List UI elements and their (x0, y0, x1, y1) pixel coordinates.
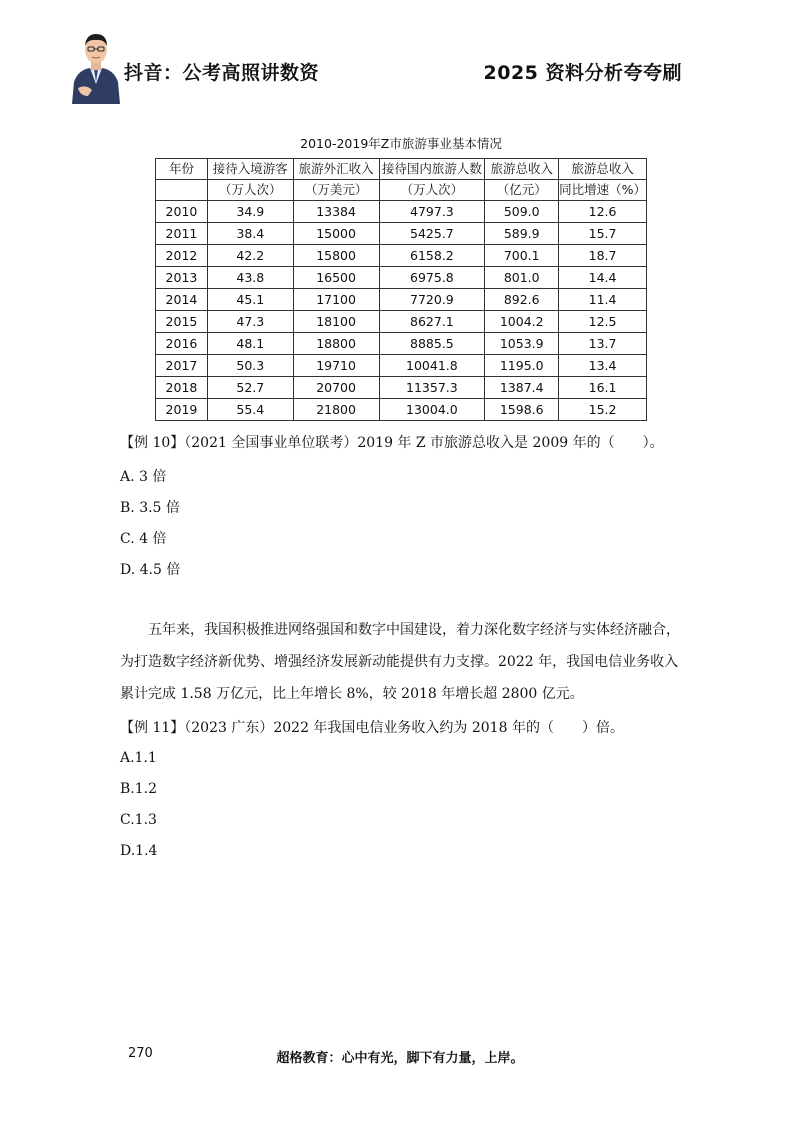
table-cell: 16500 (293, 267, 379, 289)
table-header-row-1 (156, 159, 647, 180)
table-cell: 13.4 (559, 355, 647, 377)
table-cell: 2015 (156, 311, 208, 333)
table-row (156, 333, 647, 355)
table-cell: 8885.5 (379, 333, 485, 355)
table-cell: 47.3 (207, 311, 293, 333)
table-cell: 2010 (156, 201, 208, 223)
table-cell: 43.8 (207, 267, 293, 289)
table-cell: 2012 (156, 245, 208, 267)
table-cell: 45.1 (207, 289, 293, 311)
q10-stem: 【例 10】（2021 全国事业单位联考）2019 年 Z 市旅游总收入是 2009 年的（ ）。 (120, 435, 664, 451)
table-cell: 11357.3 (379, 377, 485, 399)
table-cell: 892.6 (485, 289, 559, 311)
header-cell: 旅游总收入 (485, 159, 559, 180)
table-cell: 50.3 (207, 355, 293, 377)
table-cell: 7720.9 (379, 289, 485, 311)
table-cell: 1195.0 (485, 355, 559, 377)
header-cell: （万人次） (379, 180, 485, 201)
table-cell: 18.7 (559, 245, 647, 267)
q11-option-c: C.1.3 (120, 812, 157, 828)
table-cell: 589.9 (485, 223, 559, 245)
table-cell: 509.0 (485, 201, 559, 223)
table-row (156, 377, 647, 399)
table-cell: 14.4 (559, 267, 647, 289)
table-cell: 20700 (293, 377, 379, 399)
q10-option-d: D. 4.5 倍 (120, 562, 181, 578)
passage-line-3: 累计完成 1.58 万亿元，比上年增长 8%，较 2018 年增长超 2800 亿元。 (120, 686, 584, 702)
q11-option-b: B.1.2 (120, 781, 158, 797)
table-cell: 8627.1 (379, 311, 485, 333)
table-cell: 12.6 (559, 201, 647, 223)
table-cell: 17100 (293, 289, 379, 311)
header-cell: 同比增速（%） (559, 180, 647, 201)
table-cell: 55.4 (207, 399, 293, 421)
table-cell: 15.2 (559, 399, 647, 421)
table-cell: 12.5 (559, 311, 647, 333)
table-cell: 13004.0 (379, 399, 485, 421)
q11-stem: 【例 11】（2023 广东）2022 年我国电信业务收入约为 2018 年的（ ）倍。 (120, 720, 624, 736)
page-number: 270 (128, 1046, 153, 1061)
footer-slogan: 超格教育：心中有光，脚下有力量，上岸。 (276, 1051, 524, 1066)
table-cell: 6975.8 (379, 267, 485, 289)
table-cell: 15800 (293, 245, 379, 267)
table-cell: 38.4 (207, 223, 293, 245)
table-cell: 15000 (293, 223, 379, 245)
header-channel-title: 抖音：公考高照讲数资 (124, 62, 320, 84)
table-cell: 13384 (293, 201, 379, 223)
q10-option-c: C. 4 倍 (120, 531, 167, 547)
table-row (156, 245, 647, 267)
table-row (156, 267, 647, 289)
table-cell: 5425.7 (379, 223, 485, 245)
table-row (156, 223, 647, 245)
table-cell: 2018 (156, 377, 208, 399)
table-cell: 4797.3 (379, 201, 485, 223)
table-cell: 2016 (156, 333, 208, 355)
q11-option-d: D.1.4 (120, 843, 158, 859)
table-cell: 1004.2 (485, 311, 559, 333)
header-cell: 接待入境游客 (207, 159, 293, 180)
q10-option-b: B. 3.5 倍 (120, 500, 180, 516)
table-cell: 18100 (293, 311, 379, 333)
table-cell: 19710 (293, 355, 379, 377)
table-cell: 18800 (293, 333, 379, 355)
tourism-table (155, 158, 647, 421)
table-cell: 700.1 (485, 245, 559, 267)
table-body (156, 201, 647, 421)
header-cell: 接待国内旅游人数 (379, 159, 485, 180)
passage-line-1: 五年来，我国积极推进网络强国和数字中国建设，着力深化数字经济与实体经济融合， (148, 622, 680, 638)
header-cell: 旅游总收入 (559, 159, 647, 180)
header-cell (156, 180, 208, 201)
table-cell: 2013 (156, 267, 208, 289)
table-row (156, 355, 647, 377)
table-cell: 801.0 (485, 267, 559, 289)
header-book-title: 2025 资料分析夸夸刷 (483, 62, 682, 84)
table-header-row-2 (156, 180, 647, 201)
table-cell: 34.9 (207, 201, 293, 223)
header-cell: 年份 (156, 159, 208, 180)
table-cell: 11.4 (559, 289, 647, 311)
table-cell: 2017 (156, 355, 208, 377)
table-cell: 1053.9 (485, 333, 559, 355)
header-cell: 旅游外汇收入 (293, 159, 379, 180)
table-cell: 2014 (156, 289, 208, 311)
table-cell: 48.1 (207, 333, 293, 355)
table-cell: 10041.8 (379, 355, 485, 377)
q10-option-a: A. 3 倍 (120, 469, 167, 485)
table-cell: 15.7 (559, 223, 647, 245)
table-cell: 1598.6 (485, 399, 559, 421)
table-row (156, 311, 647, 333)
table-cell: 2019 (156, 399, 208, 421)
table-row (156, 399, 647, 421)
table-cell: 42.2 (207, 245, 293, 267)
q11-option-a: A.1.1 (120, 750, 157, 766)
passage (120, 614, 686, 710)
table-cell: 13.7 (559, 333, 647, 355)
table-row (156, 201, 647, 223)
header-cell: （万美元） (293, 180, 379, 201)
table-cell: 6158.2 (379, 245, 485, 267)
table-cell: 1387.4 (485, 377, 559, 399)
presenter-photo (68, 26, 124, 104)
table-row (156, 289, 647, 311)
table-cell: 52.7 (207, 377, 293, 399)
header-cell: （亿元） (485, 180, 559, 201)
table-cell: 21800 (293, 399, 379, 421)
table-cell: 16.1 (559, 377, 647, 399)
passage-line-2: 为打造数字经济新优势、增强经济发展新动能提供有力支撑。2022 年，我国电信业务收入 (120, 654, 679, 670)
table-title: 2010-2019年Z市旅游事业基本情况 (300, 136, 502, 151)
header-cell: （万人次） (207, 180, 293, 201)
table-cell: 2011 (156, 223, 208, 245)
